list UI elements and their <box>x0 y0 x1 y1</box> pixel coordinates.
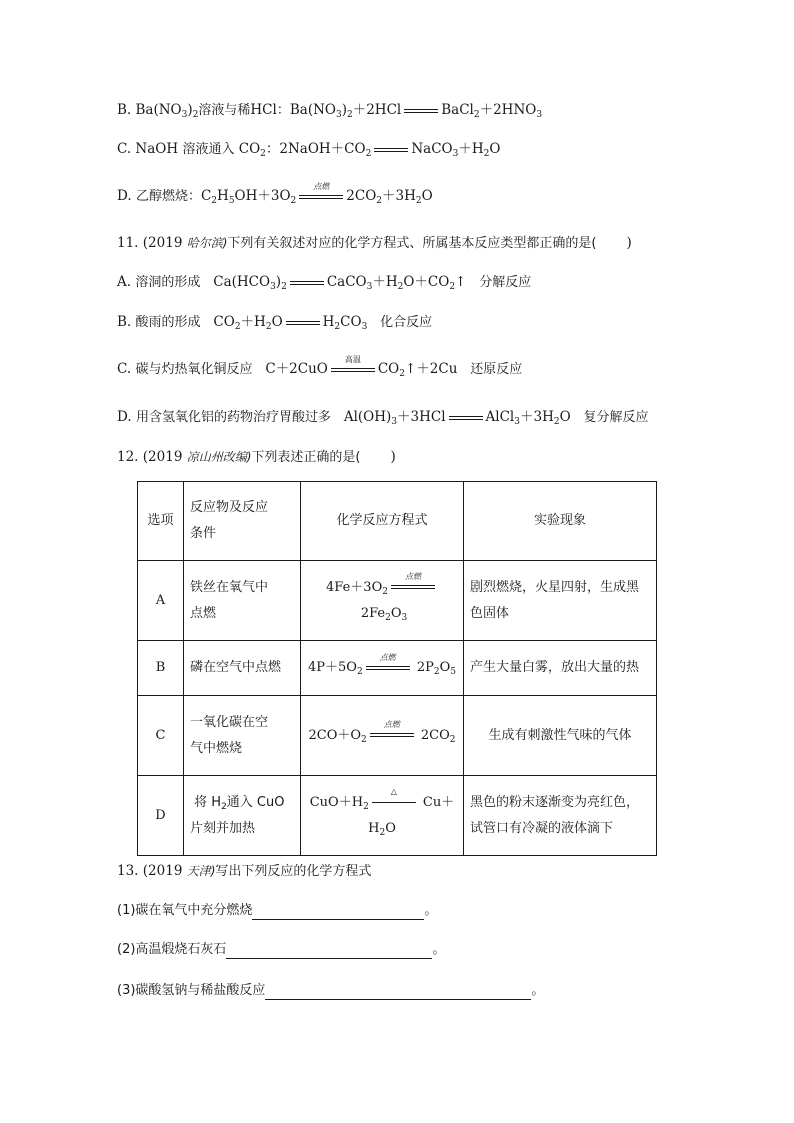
q11-b-type: 化合反应 <box>380 315 433 330</box>
equals-sign-icon <box>374 145 408 155</box>
q11-stem <box>117 234 632 253</box>
condition-label: 高温 <box>344 354 361 364</box>
q13-year: (2019 <box>142 863 183 879</box>
row-phenomenon <box>464 776 657 856</box>
header-phenomenon: 实验现象 <box>464 482 657 561</box>
header-reactants-line2: 条件 <box>190 526 217 541</box>
q12-close: ) <box>390 449 396 465</box>
q13-stem <box>117 862 371 881</box>
reaction-arrow-icon <box>366 652 410 673</box>
q13-item-label: (1)碳在氧气中充分燃烧 <box>117 903 253 918</box>
row-reactants-cuo: 通入 CuO <box>226 794 285 810</box>
header-reactants-line1: 反应物及反应 <box>190 500 269 515</box>
row-reactants <box>184 696 301 776</box>
q10-option-d: D. 乙醇燃烧：$C_2H_5OH+3O_2$ 点燃 $2CO_2+3H_2O$ <box>117 181 433 206</box>
row-phenomenon <box>464 561 657 641</box>
q11-b-label: B. <box>117 314 132 330</box>
reaction-arrow-icon <box>391 572 435 592</box>
row-reactants-line1: 将 $H_2$通入 CuO <box>194 794 285 812</box>
q11-option-c: C. 碳与灼热氧化铜反应 C＋2CuO 高温 $CO_2↑+2Cu$ 还原反应 <box>117 354 523 379</box>
q13-item <box>117 941 445 959</box>
row-equation: $2CO+O_2$ 点燃 $2CO_2$ <box>301 696 464 776</box>
reaction-arrow-icon <box>331 354 375 375</box>
equals-sign-icon <box>290 278 324 288</box>
equals-sign-icon <box>404 106 438 116</box>
table-row <box>138 776 657 856</box>
row-reactants-line1: 一氧化碳在空 <box>190 714 269 730</box>
q10-d-label: D. <box>117 188 132 204</box>
q10-d-text: 乙醇燃烧： <box>135 189 201 204</box>
q11-c-label: C. <box>117 361 132 377</box>
q10-b-text: 溶液与稀 <box>198 103 251 118</box>
reaction-arrow-icon <box>299 181 343 202</box>
row-phenomenon-line1: 剧烈燃烧，火星四射，生成黑 <box>470 579 640 595</box>
equals-sign-icon <box>286 318 320 328</box>
q11-option-b: B. 酸雨的形成 $CO_2+H_2O$ $H_2CO_3$ 化合反应 <box>117 314 433 332</box>
q13-item-label: (2)高温煅烧石灰石 <box>117 942 227 957</box>
q11-a-desc: 溶洞的形成 <box>135 275 201 290</box>
q11-d-desc: 用含氢氧化铝的药物治疗胃酸过多 <box>135 410 331 425</box>
q11-d-label: D. <box>117 409 132 425</box>
reaction-arrow-icon <box>372 787 416 807</box>
q13-item-label: (3)碳酸氢钠与稀盐酸反应 <box>117 983 266 998</box>
row-equation: $CuO+H_2$ △ Cu＋ $H_2O$ <box>301 776 464 856</box>
equals-sign-icon <box>449 413 483 423</box>
row-equation: $4P+5O_2$ 点燃 $2P_2O_5$ <box>301 641 464 696</box>
q13-number: 13. <box>117 863 139 879</box>
q11-option-d: D. 用含氢氧化铝的药物治疗胃酸过多 $Al(OH)_3+3HCl$ $AlCl_3+3H_2O$ 复分解反应 <box>117 409 649 427</box>
q13-item <box>117 982 544 1000</box>
q13-text: 写出下列反应的化学方程式 <box>215 864 372 879</box>
header-equation: 化学反应方程式 <box>301 482 464 561</box>
q11-a-type: 分解反应 <box>479 275 532 290</box>
row-option: C <box>138 696 184 776</box>
answer-blank[interactable] <box>265 985 531 1000</box>
q13-source: 天津) <box>186 864 216 878</box>
table-row <box>138 641 657 696</box>
q13-item <box>117 902 437 920</box>
row-option: A <box>138 561 184 641</box>
condition-label: 点燃 <box>383 720 400 729</box>
table-header-row <box>138 482 657 561</box>
q11-close: ) <box>626 235 632 251</box>
q12-stem <box>117 448 396 467</box>
row-phenomenon-line2: 色固体 <box>470 605 510 621</box>
header-reactants <box>184 482 301 561</box>
answer-blank[interactable] <box>252 905 424 920</box>
q10-option-c: C. NaOH 溶液通入 $CO_2$：$2NaOH+CO_2$ $NaCO_3+H_2O$ <box>117 141 501 159</box>
row-phenomenon: 产生大量白雾，放出大量的热 <box>464 641 657 696</box>
row-reactants-line1: 铁丝在氧气中 <box>190 579 269 595</box>
row-phenomenon-line1: 黑色的粉末逐渐变为亮红色， <box>470 794 640 810</box>
q10-option-b: B. $Ba(NO_3)_2$溶液与稀HCl：$Ba(NO_3)_2+2HCl$ $BaCl_2+2HNO_3$ <box>117 102 543 120</box>
row-reactants-h2: 将 H <box>194 794 222 810</box>
condition-label: 点燃 <box>313 181 330 191</box>
q11-a-label: A. <box>117 274 132 290</box>
condition-label: 点燃 <box>379 652 396 662</box>
reaction-arrow-icon <box>370 720 414 740</box>
condition-label: 点燃 <box>404 572 421 581</box>
q11-text: 下列有关叙述对应的化学方程式、所属基本反应类型都正确的是( <box>227 236 597 251</box>
table-row <box>138 696 657 776</box>
row-option: B <box>138 641 184 696</box>
row-equation: $4Fe+3O_2$ 点燃 $2Fe_2O_3$ <box>301 561 464 641</box>
q10-b-label: B. <box>117 102 132 118</box>
q10-b-colon: ： <box>276 103 290 118</box>
row-phenomenon: 生成有刺激性气味的气体 <box>464 696 657 776</box>
q12-year: (2019 <box>142 449 183 465</box>
heat-condition-icon: △ <box>390 787 397 796</box>
row-phenomenon-line2: 试管口有冷凝的液体滴下 <box>470 820 614 836</box>
q13-item-end: 。 <box>424 903 438 918</box>
q11-b-desc: 酸雨的形成 <box>135 315 201 330</box>
q11-number: 11. <box>117 235 139 251</box>
q10-c-label: C. <box>117 141 132 157</box>
q13-item-end: 。 <box>432 942 446 957</box>
q12-source: 凉山州改编) <box>186 450 252 464</box>
row-reactants: 磷在空气中点燃 <box>184 641 301 696</box>
header-option: 选项 <box>138 482 184 561</box>
q11-c-type: 还原反应 <box>470 362 523 377</box>
q11-c-desc: 碳与灼热氧化铜反应 <box>135 362 253 377</box>
answer-blank[interactable] <box>226 944 432 959</box>
q13-item-end: 。 <box>531 983 545 998</box>
q11-option-a: A. 溶洞的形成 $Ca(HCO_3)_2$ $CaCO_3+H_2O+CO_2↑$ 分解反应 <box>117 274 532 292</box>
q11-source: 哈尔滨) <box>186 236 228 250</box>
row-option: D <box>138 776 184 856</box>
row-reactants <box>184 561 301 641</box>
q12-table <box>137 481 657 856</box>
q11-d-type: 复分解反应 <box>583 410 649 425</box>
q11-year: (2019 <box>142 235 183 251</box>
row-reactants-line2: 点燃 <box>190 605 217 621</box>
row-reactants-line2: 片刻并加热 <box>190 820 256 836</box>
q12-number: 12. <box>117 449 139 465</box>
q10-c-text: 溶液通入 <box>182 142 235 157</box>
row-reactants-line2: 气中燃烧 <box>190 740 243 756</box>
q12-text: 下列表述正确的是( <box>251 450 361 465</box>
table-row <box>138 561 657 641</box>
row-reactants <box>184 776 301 856</box>
